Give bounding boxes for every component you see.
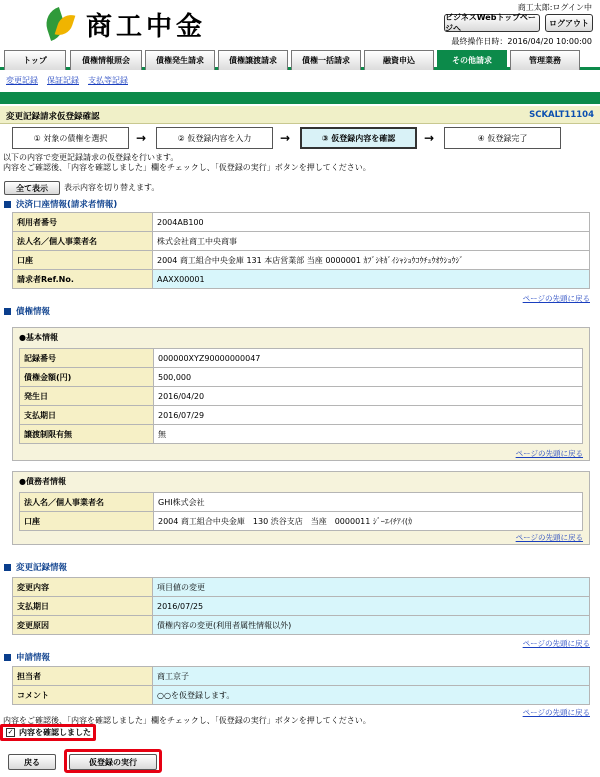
row-label: コメント bbox=[13, 686, 153, 705]
footer-instruction: 内容をご確認後、「内容を確認しました」欄をチェックし、「仮登録の実行」ボタンを押してください。 bbox=[3, 716, 371, 725]
row-value: 2016/07/25 bbox=[153, 597, 590, 616]
table-row bbox=[20, 368, 583, 387]
section-heading-text: 申請情報 bbox=[16, 653, 51, 663]
arrow-right-icon: → bbox=[136, 131, 147, 145]
tab-management[interactable]: 管理業務 bbox=[510, 50, 580, 70]
subnav-payment-record[interactable]: 支払等記録 bbox=[88, 76, 128, 85]
row-value: 債権内容の変更(利用者属性情報以外) bbox=[153, 616, 590, 635]
debtor-info-box bbox=[12, 471, 590, 545]
confirm-checkbox-highlight bbox=[0, 724, 96, 741]
user-status: 商工太郎:ログイン中 bbox=[517, 3, 592, 12]
section-heading-claim bbox=[4, 305, 50, 317]
row-value: 2004 商工組合中央金庫 131 本店営業部 当座 0000001 ｶﾌﾞｼｷｶﾞｲｼｬｼｮｳｺｳﾁｭｳｵｳｼｮｳｼﾞ bbox=[153, 251, 590, 270]
back-button[interactable]: 戻る bbox=[8, 754, 56, 770]
section-heading-application bbox=[4, 651, 50, 663]
row-value: 2016/07/29 bbox=[154, 406, 583, 425]
debtor-info-table bbox=[19, 492, 583, 531]
arrow-right-icon: → bbox=[424, 131, 435, 145]
square-bullet-icon bbox=[4, 201, 11, 208]
row-label: 法人名／個人事業者名 bbox=[13, 232, 153, 251]
row-value: 株式会社商工中央商事 bbox=[153, 232, 590, 251]
row-value: AAXX00001 bbox=[153, 270, 590, 289]
basic-info-heading: ●基本情報 bbox=[19, 333, 58, 342]
table-row bbox=[13, 232, 590, 251]
table-row bbox=[13, 251, 590, 270]
toggle-description: 表示内容を切り替えます。 bbox=[64, 183, 160, 192]
page-top-link[interactable]: ページの先頭に戻る bbox=[515, 533, 583, 542]
table-row bbox=[13, 213, 590, 232]
step-enter-content: ② 仮登録内容を入力 bbox=[156, 127, 273, 149]
change-record-table bbox=[12, 577, 590, 635]
subnav-change-record[interactable]: 変更記録 bbox=[6, 76, 38, 85]
table-row bbox=[20, 425, 583, 444]
table-row bbox=[20, 349, 583, 368]
step-complete: ④ 仮登録完了 bbox=[444, 127, 561, 149]
basic-info-box bbox=[12, 327, 590, 461]
table-row bbox=[13, 616, 590, 635]
row-value: 2004AB100 bbox=[153, 213, 590, 232]
row-label: 変更内容 bbox=[13, 578, 153, 597]
arrow-right-icon: → bbox=[280, 131, 291, 145]
row-value: 2004 商工組合中央金庫 130 渋谷支店 当座 0000011 ｼﾞｰｴｲﾁｱｲ(ｶ bbox=[154, 512, 583, 531]
business-top-button[interactable]: ビジネスWebトップページへ bbox=[444, 14, 540, 32]
table-row bbox=[13, 578, 590, 597]
application-table bbox=[12, 666, 590, 705]
row-value: 無 bbox=[154, 425, 583, 444]
table-row bbox=[20, 387, 583, 406]
row-label: 支払期日 bbox=[20, 406, 154, 425]
page-top-link[interactable]: ページの先頭に戻る bbox=[522, 294, 590, 303]
instruction-line-1: 以下の内容で変更記録請求の仮登録を行います。 bbox=[3, 153, 179, 162]
table-row bbox=[20, 493, 583, 512]
page-title: 変更記録請求仮登録確認 bbox=[6, 112, 100, 122]
screen-id: SCKALT11104 bbox=[529, 110, 594, 120]
section-heading-text: 変更記録情報 bbox=[16, 563, 68, 573]
row-value: 000000XYZ90000000047 bbox=[154, 349, 583, 368]
tab-claim-issue[interactable]: 債権発生請求 bbox=[145, 50, 215, 70]
logout-button[interactable]: ログアウト bbox=[545, 14, 593, 32]
tab-claim-transfer[interactable]: 債権譲渡請求 bbox=[218, 50, 288, 70]
debtor-info-heading: ●債務者情報 bbox=[19, 477, 66, 486]
table-row bbox=[13, 270, 590, 289]
subnav-guarantee-record[interactable]: 保証記録 bbox=[47, 76, 79, 85]
basic-info-table bbox=[19, 348, 583, 444]
row-label: 債権金額(円) bbox=[20, 368, 154, 387]
row-label: 担当者 bbox=[13, 667, 153, 686]
row-label: 譲渡制限有無 bbox=[20, 425, 154, 444]
section-heading-settlement bbox=[4, 198, 117, 210]
confirm-checkbox[interactable] bbox=[6, 728, 15, 737]
header bbox=[0, 0, 600, 48]
row-label: 口座 bbox=[13, 251, 153, 270]
row-label: 変更原因 bbox=[13, 616, 153, 635]
row-label: 発生日 bbox=[20, 387, 154, 406]
execute-temporary-registration-button[interactable]: 仮登録の実行 bbox=[69, 754, 157, 770]
table-row bbox=[13, 667, 590, 686]
row-label: 支払期日 bbox=[13, 597, 153, 616]
confirm-label: 内容を確認しました bbox=[19, 728, 91, 737]
row-label: 利用者番号 bbox=[13, 213, 153, 232]
checkmark-icon: ✓ bbox=[7, 728, 14, 736]
table-row bbox=[13, 686, 590, 705]
main-tabs bbox=[0, 50, 600, 70]
section-heading-text: 決済口座情報(請求者情報) bbox=[16, 200, 118, 210]
row-label: 記録番号 bbox=[20, 349, 154, 368]
row-value: ○○を仮登録します。 bbox=[153, 686, 590, 705]
section-heading-change bbox=[4, 561, 67, 573]
tab-other-requests[interactable]: その他請求 bbox=[437, 50, 507, 70]
tab-claim-inquiry[interactable]: 債権情報照会 bbox=[70, 50, 142, 70]
tab-top[interactable]: トップ bbox=[4, 50, 66, 70]
table-row bbox=[20, 512, 583, 531]
row-label: 口座 bbox=[20, 512, 154, 531]
logo-text: 商工中金 bbox=[86, 11, 207, 42]
step-confirm-content: ③ 仮登録内容を確認 bbox=[300, 127, 417, 149]
square-bullet-icon bbox=[4, 308, 11, 315]
row-label: 法人名／個人事業者名 bbox=[20, 493, 154, 512]
page-top-link[interactable]: ページの先頭に戻る bbox=[515, 449, 583, 458]
row-value: 商工京子 bbox=[153, 667, 590, 686]
section-heading-text: 債権情報 bbox=[16, 307, 51, 317]
logo-mark-icon bbox=[44, 7, 78, 41]
step-select-claim: ① 対象の債権を選択 bbox=[12, 127, 129, 149]
show-all-button[interactable]: 全て表示 bbox=[4, 181, 60, 195]
row-value: 500,000 bbox=[154, 368, 583, 387]
square-bullet-icon bbox=[4, 654, 11, 661]
last-operation: 最終操作日時：2016/04/20 10:00:00 bbox=[451, 37, 592, 46]
title-bar bbox=[0, 106, 600, 124]
row-value: 項目値の変更 bbox=[153, 578, 590, 597]
tab-loan-application[interactable]: 融資申込 bbox=[364, 50, 434, 70]
page-top-link[interactable]: ページの先頭に戻る bbox=[522, 708, 590, 717]
row-label: 請求者Ref.No. bbox=[13, 270, 153, 289]
row-value: 2016/04/20 bbox=[154, 387, 583, 406]
page-top-link[interactable]: ページの先頭に戻る bbox=[522, 639, 590, 648]
table-row bbox=[13, 597, 590, 616]
table-row bbox=[20, 406, 583, 425]
logo bbox=[44, 6, 234, 42]
green-divider bbox=[0, 92, 600, 104]
square-bullet-icon bbox=[4, 564, 11, 571]
row-value: GHI株式会社 bbox=[154, 493, 583, 512]
settlement-table bbox=[12, 212, 590, 289]
tab-claim-bulk[interactable]: 債権一括請求 bbox=[291, 50, 361, 70]
instruction-line-2: 内容をご確認後、「内容を確認しました」欄をチェックし、「仮登録の実行」ボタンを押してください。 bbox=[3, 163, 371, 172]
subnav bbox=[6, 75, 137, 86]
